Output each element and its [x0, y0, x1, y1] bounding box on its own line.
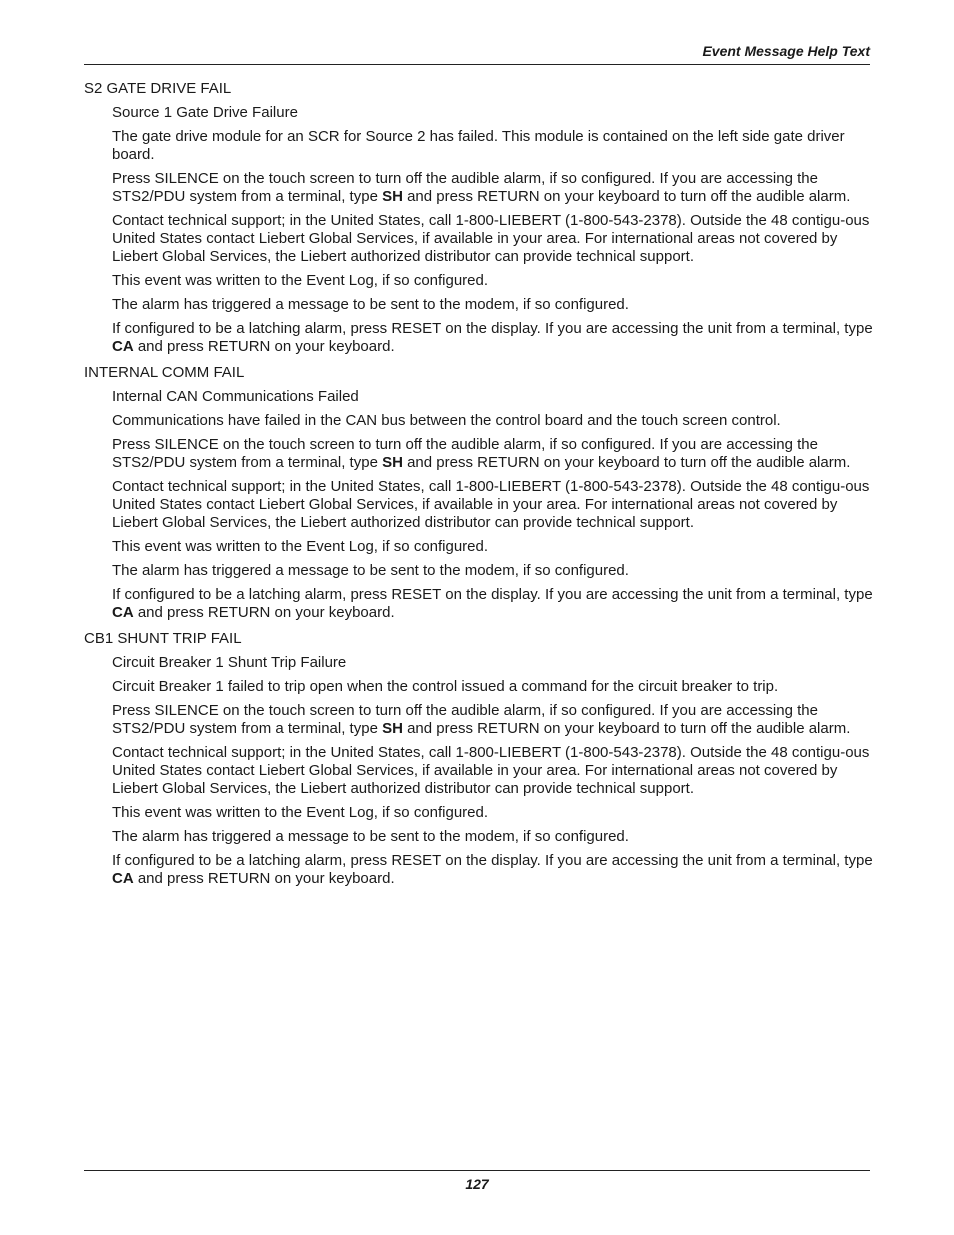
event-paragraph	[112, 804, 874, 822]
event-paragraph	[112, 538, 874, 556]
command-keyword: CA	[112, 338, 134, 355]
text-run: If configured to be a latching alarm, press RESET on the display. If you are accessing the unit from a terminal, type	[112, 586, 873, 603]
event-paragraph	[112, 586, 874, 622]
text-run: and press RETURN on your keyboard.	[133, 870, 395, 887]
document-body	[84, 80, 874, 894]
event-paragraph	[112, 478, 874, 532]
text-run: Circuit Breaker 1 failed to trip open when the control issued a command for the circuit breaker to trip.	[112, 678, 779, 695]
text-run: and press RETURN on your keyboard.	[133, 338, 395, 355]
event-paragraph	[112, 212, 874, 266]
event-paragraph	[112, 654, 874, 672]
text-run: Source 1 Gate Drive Failure	[112, 104, 298, 121]
text-run: If configured to be a latching alarm, press RESET on the display. If you are accessing the unit from a terminal, type	[112, 852, 873, 869]
command-keyword: SH	[382, 720, 403, 737]
text-run: Contact technical support; in the United States, call 1-800-LIEBERT (1-800-543-2378). Outside the 48 contigu-ous United States contact Liebert Global Services, if available in your area. For international areas not covered by Liebert Global Services, the Liebert authorized distributor can provide technical support.	[112, 212, 870, 265]
event-paragraph	[112, 436, 874, 472]
text-run: Press SILENCE on the touch screen to turn off the audible alarm, if so configured. If you are accessing the STS2/PDU system from a terminal, type	[112, 170, 818, 205]
event-paragraph	[112, 852, 874, 888]
running-header: Event Message Help Text	[702, 43, 870, 59]
event-paragraph	[112, 828, 874, 846]
text-run: Internal CAN Communications Failed	[112, 388, 359, 405]
text-run: The alarm has triggered a message to be sent to the modem, if so configured.	[112, 296, 629, 313]
text-run: This event was written to the Event Log, if so configured.	[112, 272, 489, 289]
text-run: The alarm has triggered a message to be sent to the modem, if so configured.	[112, 828, 629, 845]
text-run: Contact technical support; in the United States, call 1-800-LIEBERT (1-800-543-2378). Outside the 48 contigu-ous United States contact Liebert Global Services, if available in your area. For international areas not covered by Liebert Global Services, the Liebert authorized distributor can provide technical support.	[112, 744, 870, 797]
text-run: and press RETURN on your keyboard.	[133, 604, 395, 621]
event-paragraph	[112, 104, 874, 122]
command-keyword: CA	[112, 870, 134, 887]
text-run: Communications have failed in the CAN bus between the control board and the touch screen control.	[112, 412, 781, 429]
event-heading: S2 GATE DRIVE FAIL	[84, 80, 232, 97]
event-paragraph	[112, 296, 874, 314]
event-paragraph	[112, 128, 874, 164]
event-section	[84, 630, 874, 888]
event-paragraph	[112, 562, 874, 580]
text-run: and press RETURN on your keyboard to turn off the audible alarm.	[402, 454, 851, 471]
event-heading: CB1 SHUNT TRIP FAIL	[84, 630, 242, 647]
command-keyword: SH	[382, 454, 403, 471]
text-run: This event was written to the Event Log, if so configured.	[112, 538, 489, 555]
event-section	[84, 80, 874, 356]
event-paragraph	[112, 702, 874, 738]
text-run: Press SILENCE on the touch screen to turn off the audible alarm, if so configured. If you are accessing the STS2/PDU system from a terminal, type	[112, 702, 818, 737]
header-rule	[84, 64, 870, 65]
text-run: and press RETURN on your keyboard to turn off the audible alarm.	[402, 720, 851, 737]
event-paragraph	[112, 320, 874, 356]
command-keyword: CA	[112, 604, 134, 621]
page-number: 127	[465, 1176, 489, 1192]
event-paragraph	[112, 744, 874, 798]
event-paragraph	[112, 170, 874, 206]
text-run: The alarm has triggered a message to be sent to the modem, if so configured.	[112, 562, 629, 579]
command-keyword: SH	[382, 188, 403, 205]
event-section	[84, 364, 874, 622]
text-run: This event was written to the Event Log, if so configured.	[112, 804, 489, 821]
footer-rule	[84, 1170, 870, 1171]
text-run: The gate drive module for an SCR for Source 2 has failed. This module is contained on the left side gate driver board.	[112, 128, 845, 163]
text-run: Press SILENCE on the touch screen to turn off the audible alarm, if so configured. If you are accessing the STS2/PDU system from a terminal, type	[112, 436, 818, 471]
event-paragraph	[112, 412, 874, 430]
text-run: and press RETURN on your keyboard to turn off the audible alarm.	[402, 188, 851, 205]
event-paragraph	[112, 388, 874, 406]
event-heading: INTERNAL COMM FAIL	[84, 364, 245, 381]
text-run: If configured to be a latching alarm, press RESET on the display. If you are accessing the unit from a terminal, type	[112, 320, 873, 337]
event-paragraph	[112, 678, 874, 696]
text-run: Contact technical support; in the United States, call 1-800-LIEBERT (1-800-543-2378). Outside the 48 contigu-ous United States contact Liebert Global Services, if available in your area. For international areas not covered by Liebert Global Services, the Liebert authorized distributor can provide technical support.	[112, 478, 870, 531]
text-run: Circuit Breaker 1 Shunt Trip Failure	[112, 654, 347, 671]
event-paragraph	[112, 272, 874, 290]
